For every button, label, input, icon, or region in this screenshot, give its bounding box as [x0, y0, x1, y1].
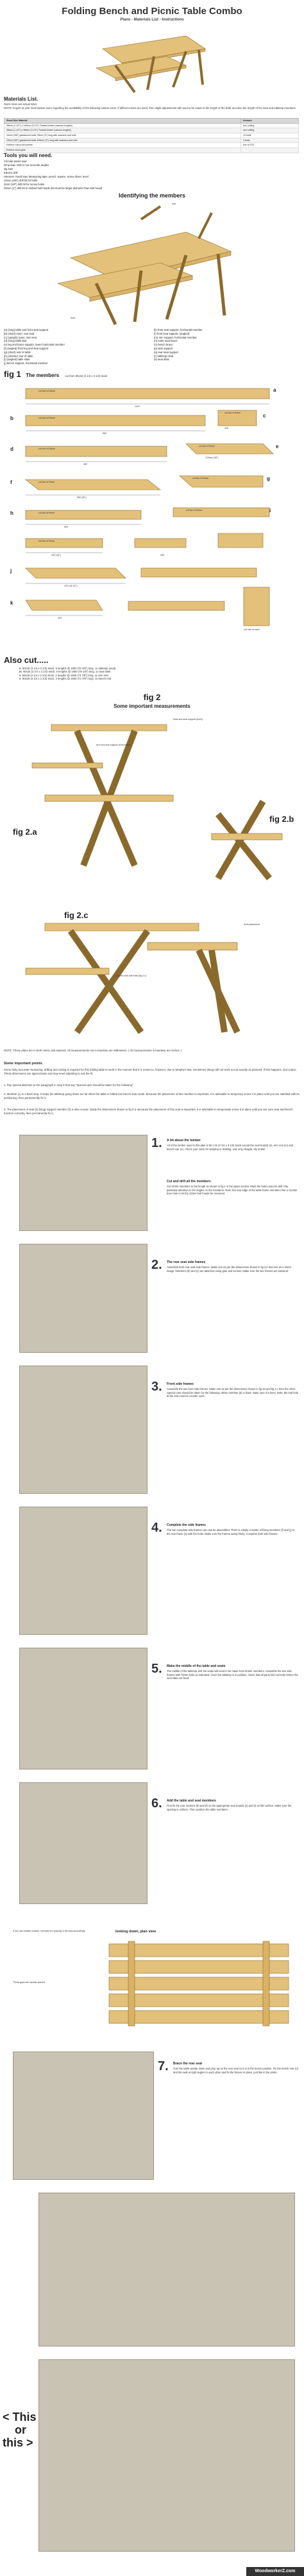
- table-row: [4, 143, 299, 148]
- amount-cell: [241, 148, 299, 153]
- dimension-label: 440: [58, 617, 62, 619]
- cut-label: cut one of each: [244, 628, 260, 631]
- legend-item: (e) leg and brace support, lower horizontal member: [4, 343, 65, 347]
- dimension-label: 1422: [135, 405, 140, 408]
- fig2a-label: fig 2.a: [13, 827, 37, 837]
- fig2-diagrams: [6, 712, 298, 1045]
- materials-col-material: Stock Size Material: [4, 119, 241, 124]
- tools-heading: Tools you will need.: [4, 153, 53, 158]
- fig2-note: Arm and arm support (horizontal): [96, 744, 130, 746]
- list-item: n 90x25 (3 1/4 x 3 1/2) stock. 5 lengths @ 1900 (76 1/8") long. 1x tabletop (seat): [19, 667, 116, 670]
- legend-item: (p) side support: [154, 346, 173, 350]
- dimension-label: 980: [103, 432, 106, 435]
- fig1-title: fig 1: [4, 369, 21, 379]
- member-letter: c: [263, 413, 266, 419]
- cut-label: cut two of these: [192, 477, 209, 480]
- dimension-label: 250: [160, 554, 164, 556]
- list-item: m 90x25 (3 1/4 x 3 1/2) stock. 5 lengths @ 1900 (76 1/8") long. 1x seat slats: [19, 670, 111, 674]
- step-text: Cut all the members to the length as shown in fig 1 in the plans section. Mark the holes and pre-drill. Pay particular attention to the angles on the members. Note: the rear edge of the table frame members has a counter bore hole to let the 10mm bolt heads be recessed.: [167, 1185, 298, 1196]
- members-exploded-diagram: [45, 200, 257, 328]
- table-row: [4, 133, 299, 138]
- diagram-label-rear: rear: [172, 203, 176, 205]
- fig2c-label: fig 2.c: [64, 910, 89, 920]
- member-letter: j: [10, 568, 12, 574]
- important-paragraph: Some fairly accurate measuring, drilling and cutting is required for this folding table to work in the manner that it is meant to, however, due to Murphy's law, sometimes things will not work out as exactly as planned. If this happens, don't panic. These dimensions are approximate and may need adjusting to suit the fit.: [4, 1068, 297, 1075]
- member-letter: e: [276, 444, 279, 449]
- dimension-label: 500: [64, 526, 68, 528]
- material-cell: 38mm (1 1/2") x 140mm (5 1/2") Treated timber (various lengths): [4, 123, 241, 128]
- tools-list: [4, 160, 299, 190]
- fig2b-label: fig 2.b: [269, 814, 294, 824]
- legend-item: (b) (short) inner, rear seat: [4, 331, 35, 335]
- list-item: s 90x25 (3 1/4 x 3 1/2) stock. 2 lengths @ 1900 (74 7/8") long. 1x arm rest: [19, 673, 108, 677]
- final-note-line: < This: [3, 2411, 37, 2423]
- final-note-line: or: [15, 2423, 26, 2436]
- fig1-subnote: cut from 90x32 (3 1/4 x 3 1/2) stock: [65, 374, 108, 378]
- step-text: The middle of the tabletop and the seats will need to be made from timber members. Assemble the two side frames with 75mm bolts as indicated. Once the tabletop is in position, check that all parts fold correctly before the seat slats are fixed.: [167, 1669, 298, 1680]
- step-number: 4.: [151, 1521, 162, 1535]
- important-paragraph: 2. Member (c) is a back stop. It stops the tabletop going down too far when the table is folded into bench seat mode. Because the placement of this member is important, it is advisable to temporary screw it in place until you are satisfied with its positioning, then permanently fix it.: [4, 1092, 300, 1100]
- step-text: The two complete side frames can now be assembled. There is simply a matter of fixing members (f) and (j) to the rear frame (a) with the bolts. Make sure the frames swing freely. Complete both side frames.: [167, 1528, 295, 1535]
- material-cell: Exterior wood glue: [4, 148, 241, 153]
- important-paragraph: 1. Pay special attention to the paragraph in step 5 that say "Special care should be taken for the following": [4, 1083, 133, 1087]
- amount-cell: box of 100: [241, 143, 299, 148]
- plan-view-diagram: [103, 1937, 295, 2040]
- fig1-header: [4, 369, 299, 380]
- material-cell: 38mm (1 1/2") x 89mm (3 1/2") Treated timber (various lengths): [4, 128, 241, 133]
- cut-label: cut four of these: [38, 447, 55, 450]
- member-letter: b: [10, 415, 13, 421]
- legend-item: (m) arm support, horizontal member: [154, 335, 197, 339]
- final-photo-table: [38, 2359, 295, 2552]
- legend-item: (r) tabletop cleat: [154, 354, 174, 358]
- also-cut-list: [19, 667, 295, 681]
- legend-item: (f) (angled) front leg and seat support: [4, 346, 49, 350]
- member-letter: g: [267, 476, 270, 481]
- list-item: 3mm (1/8") drill bit for screw holes: [4, 183, 45, 186]
- cut-label: cut two of these: [224, 412, 241, 414]
- fig1-members-drawings: [6, 382, 298, 651]
- step-title: Complete the side frames: [167, 1523, 206, 1527]
- fig2-subtitle: Some important measurements: [114, 703, 190, 709]
- step-photo: [19, 1507, 148, 1635]
- step-photo: [19, 1782, 148, 1904]
- material-cell: Exterior rust proof screws: [4, 143, 241, 148]
- cut-label: cut two of these: [199, 445, 215, 447]
- footer-brand[interactable]: WoodworkerZ.com: [246, 2567, 304, 2576]
- material-cell: 10mm (3/8") galvanized bolts 75mm (3") long with washers and nuts: [4, 133, 241, 138]
- member-letter: a: [273, 387, 276, 393]
- step-title: Make the middle of the table and seats: [167, 1664, 226, 1668]
- step-number: 6.: [151, 1796, 162, 1811]
- dimension-label: 470 (18 1/2"): [64, 585, 78, 587]
- step-title: Cut and drill all the members: [167, 1180, 211, 1183]
- legend-item: (q) rear seat support: [154, 350, 178, 354]
- step-photo: [13, 2052, 154, 2180]
- list-item: 25mm (1") drill bit to embed bolt heads (bit must be larger diameter than bolt head): [4, 187, 103, 190]
- legend-item: (n) outer seat brace: [154, 339, 178, 343]
- cut-label: cut two of these: [186, 509, 203, 512]
- also-cut-heading: Also cut.....: [4, 655, 49, 665]
- member-letter: i: [269, 508, 271, 514]
- step-text: Assemble the two front side frames. Make one as per the dimensions shown in fig 2a and fig 2.c then the other. Special care should be taken for the following: When member (k) is fixed, make sure it is level. Note: the bolt hole at the end must be counter sunk.: [167, 1387, 299, 1398]
- dimension-label: 710mm (28"): [205, 456, 219, 459]
- member-letter: k: [10, 600, 13, 606]
- step-title: Add the table and seat members: [167, 1799, 216, 1803]
- step-number: 1.: [151, 1136, 162, 1150]
- step-number: 5.: [151, 1662, 162, 1676]
- legend-item: (l) front seat support, (angled): [154, 331, 190, 335]
- step-photo: [19, 1244, 148, 1353]
- legend-item: (c) (upright) outer, rear seat: [4, 335, 37, 339]
- fig2-note: Seat and seat support (front): [173, 718, 203, 721]
- material-cell: 10mm (3/8") galvanized bolts 100mm (4") long with washers and nuts: [4, 138, 241, 143]
- diagram-label-front: front: [71, 317, 76, 319]
- step-text: Turn the table upside down and prop up on the rear seat so it is in the bench position. Fix the bench rear (o) and the seat at right angles to each other and fix the braces in place, just like in the photo.: [173, 2067, 298, 2074]
- amount-cell: 4 bolts: [241, 138, 299, 143]
- cut-label: cut two of these: [38, 481, 55, 483]
- legend-item: (h) (shorter) rear of table: [4, 354, 33, 358]
- materials-heading: Materials List.: [4, 96, 38, 102]
- member-letter: d: [10, 446, 13, 452]
- amount-cell: 12 bolts: [241, 133, 299, 138]
- important-heading: Some important points: [4, 1062, 42, 1066]
- step-title: Front side frames: [167, 1382, 194, 1386]
- fig2-note: level placement: [244, 923, 260, 926]
- table-row: [4, 128, 299, 133]
- amount-cell: see cutting: [241, 128, 299, 133]
- units-note: NOTE: These plans are in both metric and imperial. All measurements not in brackets are millimetres. ( All measurements in brackets are inches. ): [4, 1049, 182, 1052]
- legend-item: (g) (short) rear of table: [4, 350, 31, 354]
- step-title: Brace the rear seat: [173, 2062, 203, 2066]
- page-title: Folding Bench and Picnic Table Combo: [62, 6, 242, 17]
- fig2-header: [0, 692, 304, 710]
- dimension-label: 660 (26"): [77, 496, 87, 499]
- materials-table: [4, 118, 299, 153]
- hero-table-illustration: [90, 23, 214, 95]
- cut-label: cut four of these: [38, 417, 55, 419]
- legend-item: (j) bench support, horizontal member: [4, 362, 48, 365]
- table-row: [4, 123, 299, 128]
- amount-cell: see cutting: [241, 123, 299, 128]
- step-number: 3.: [151, 1380, 162, 1394]
- list-item: o 90x25 (3 1/4 x 3 1/2) stock. 2 lengths @ 1900 (74 7/8") long. 1x bench rear: [19, 677, 112, 681]
- fig1-subtitle: The members: [26, 372, 60, 378]
- member-letter: h: [10, 510, 13, 516]
- legend-item: (s) seat slats: [154, 358, 169, 362]
- plan-view-note: These gaps are equally spaced: [13, 1981, 45, 1984]
- legend-item: (d) (long) table slat: [4, 339, 26, 343]
- step-photo: [19, 1135, 148, 1231]
- legend-item: (a) (long) table and front seat support: [4, 328, 49, 331]
- list-item: Jig saw: [4, 167, 13, 171]
- cut-label: cut two of these: [38, 540, 55, 542]
- member-letter: f: [10, 480, 12, 485]
- cut-label: cut two of these: [38, 512, 55, 514]
- fig2-note: counter-sink bolt head (fig 2.c): [115, 974, 147, 977]
- dimension-label: 400 (16"): [51, 554, 61, 556]
- step-title: A bit about the lumber: [167, 1139, 201, 1142]
- materials-col-amount: Amount: [241, 119, 299, 124]
- list-item: Drop saw. Able to cut accurate angles: [4, 163, 49, 167]
- legend-item: (k) front seat support, horizontal member: [154, 328, 203, 331]
- step-photo: [19, 1366, 148, 1494]
- fig2-title: fig 2: [143, 692, 161, 702]
- important-paragraph: 3. The placement of seat (k) (long) support member (h) is also crucial. Study the dimensions shown in fig 2.a. Because the placement of this seat is important, it is advisable to temporarily screw it in place until you are sure seat and bench function correctly, then permanently fix it.: [4, 1108, 293, 1115]
- cut-label: cut four of these: [38, 390, 55, 392]
- list-item: Hammer, Hand saw, Measuring tape, pencil, square, screw driver, level: [4, 175, 89, 178]
- list-item: Circular power saw: [4, 160, 27, 163]
- materials-note-1: Stock sizes are actual sizes: [4, 103, 37, 106]
- materials-note-2: NOTE: Inquire at your local lumber store regarding the availability of the following lumber sizes. If different sizes are used, then slight adjustments will need to be made to the length of the bolts and also the length of the seat and tabletop members.: [4, 106, 296, 110]
- final-photo-bench: [38, 2193, 295, 2346]
- list-item: Electric drill: [4, 171, 18, 174]
- step-number: 7.: [158, 2059, 169, 2073]
- table-row: [4, 138, 299, 143]
- plan-view-label: looking down, plan view: [115, 1930, 156, 1934]
- final-note-line: this >: [3, 2436, 33, 2449]
- dimension-label: 420: [224, 427, 228, 430]
- materials-table-header: [4, 119, 299, 124]
- final-note: [3, 2411, 38, 2449]
- members-legend-left: [4, 328, 145, 365]
- dimension-label: 460: [83, 463, 87, 465]
- legend-item: (o) bench brace: [154, 343, 173, 347]
- page-subtitle: Plans - Materials List - Instructions: [120, 18, 184, 22]
- list-item: 10mm (3/8") drill bit for bolts: [4, 179, 38, 182]
- step-text: Assemble both rear seat side frames. Make one as per the dimensions shown in fig 2.b and one as a mirror image. Members (b) and (c) are attached using glue and screws. Make sure the two frames are identical.: [167, 1266, 292, 1273]
- plan-view-note: If you use broader boards, increase the spacing in the seat accordingly: [13, 1930, 85, 1932]
- legend-item: (i) (angled) table slats: [4, 358, 30, 362]
- step-title: The rear seat side frames: [167, 1260, 206, 1264]
- members-legend-right: [154, 328, 300, 362]
- step-number: 2.: [151, 1258, 162, 1272]
- step-photo: [19, 1648, 148, 1769]
- step-text: First fix the rear sections (b) and (h) to the appropriate seat boards (s) and (i) on flat surface. Make sure the spacing is uniform. Then position the table members.: [167, 1804, 292, 1811]
- members-heading: Identifying the members: [118, 192, 186, 199]
- step-text: All of the lumber used in this plan is 90 x 32 (3 1/4 x 3 1/2) stock except the seat boards (s), arm rest (m) and bench rear (o). Check your stock for warping or twisting. Use only straight, dry timber.: [167, 1144, 294, 1151]
